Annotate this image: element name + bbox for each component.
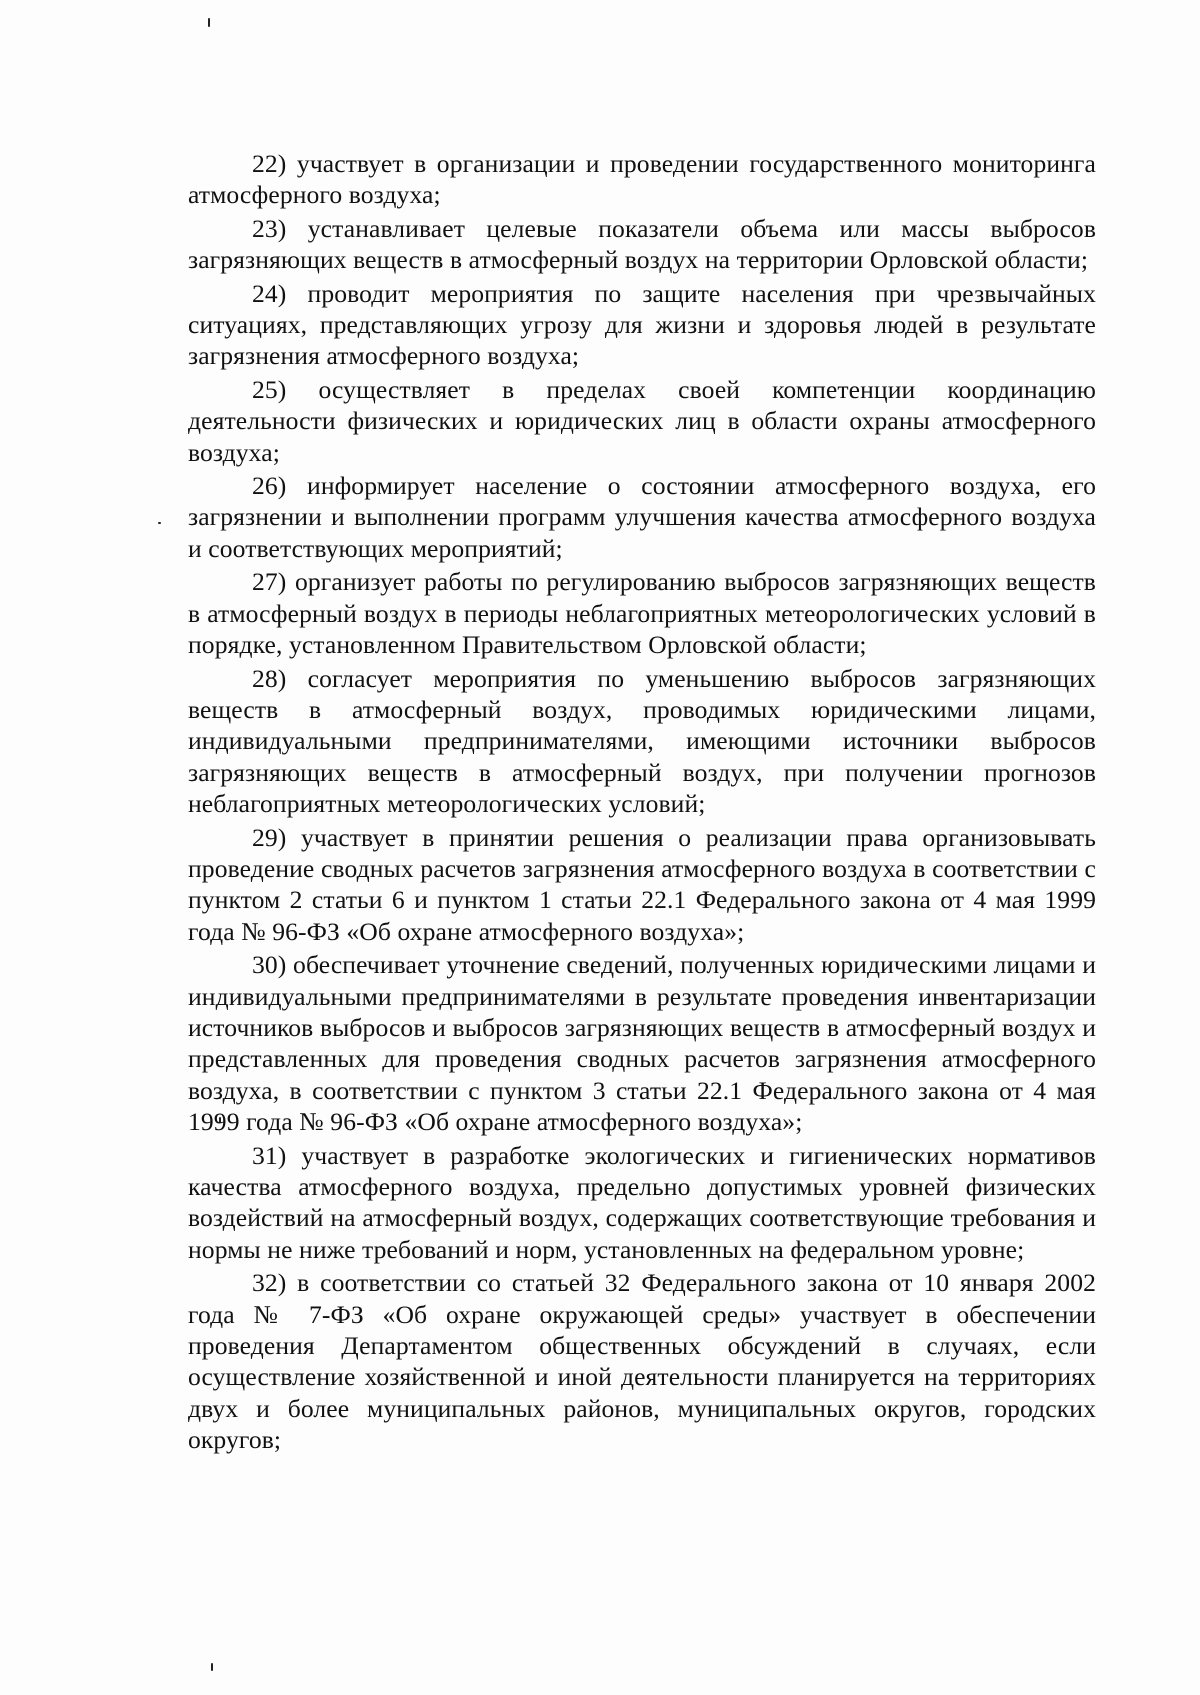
paragraph-29: 29) участвует в принятии решения о реализации права организовывать проведение сводных расчетов загрязнения атмосферного воздуха в соответствии с пунктом 2 статьи 6 и пунктом 1 статьи 22.1 Федерального закона от 4 мая 1999 года № 96-ФЗ «Об охране атмосферного воздуха»; [188, 822, 1096, 946]
paragraph-26: 26) информирует население о состоянии атмосферного воздуха, его загрязнении и выполнении программ улучшения качества атмосферного воздуха и соответствующих мероприятий; [188, 471, 1096, 563]
paragraph-32: 32) в соответствии со статьей 32 Федерального закона от 10 января 2002 года № 7-ФЗ «Об охране окружающей среды» участвует в обеспечении проведения Департаментом общественных обсуждений в случаях, если осуществление хозяйственной и иной деятельности планируется на территориях двух и более муниципальных районов, муниципальных округов, городских округов; [188, 1268, 1096, 1455]
paragraph-28: 28) согласует мероприятия по уменьшению выбросов загрязняющих веществ в атмосферный воздух, проводимых юридическими лицами, индивидуальными предпринимателями, имеющими источники выбросов загрязняющих веществ в атмосферный воздух, при получении прогнозов неблагоприятных метеорологических условий; [188, 663, 1096, 819]
scan-artifact-mark [211, 1663, 213, 1671]
scan-artifact-mark [158, 522, 161, 524]
document-body [188, 148, 1096, 1458]
paragraph-24: 24) проводит мероприятия по защите населения при чрезвычайных ситуациях, представляющих угрозу для жизни и здоровья людей в результате загрязнения атмосферного воздуха; [188, 278, 1096, 371]
scan-artifact-mark [208, 18, 210, 27]
paragraph-31: 31) участвует в разработке экологических и гигиенических нормативов качества атмосферного воздуха, предельно допустимых уровней физических воздействий на атмосферный воздух, содержащих соответствующие требования и нормы не ниже требований и норм, установленных на федеральном уровне; [188, 1140, 1096, 1264]
paragraph-23: 23) устанавливает целевые показатели объема или массы выбросов загрязняющих веществ в атмосферный воздух на территории Орловской области; [188, 213, 1096, 275]
paragraph-30: 30) обеспечивает уточнение сведений, полученных юридическими лицами и индивидуальными предпринимателями в результате проведения инвентаризации источников выбросов и выбросов загрязняющих веществ в атмосферный воздух и представленных для проведения сводных расчетов загрязнения атмосферного воздуха, в соответствии с пунктом 3 статьи 22.1 Федерального закона от 4 мая 1999 года № 96-ФЗ «Об охране атмосферного воздуха»; [188, 950, 1096, 1137]
paragraph-25: 25) осуществляет в пределах своей компетенции координацию деятельности физических и юридических лиц в области охраны атмосферного воздуха; [188, 374, 1096, 467]
paragraph-22: 22) участвует в организации и проведении государственного мониторинга атмосферного воздуха; [188, 149, 1096, 210]
paragraph-27: 27) организует работы по регулированию выбросов загрязняющих веществ в атмосферный воздух в периоды неблагоприятных метеорологических условий в порядке, установленном Правительством Орловской области; [188, 567, 1096, 660]
